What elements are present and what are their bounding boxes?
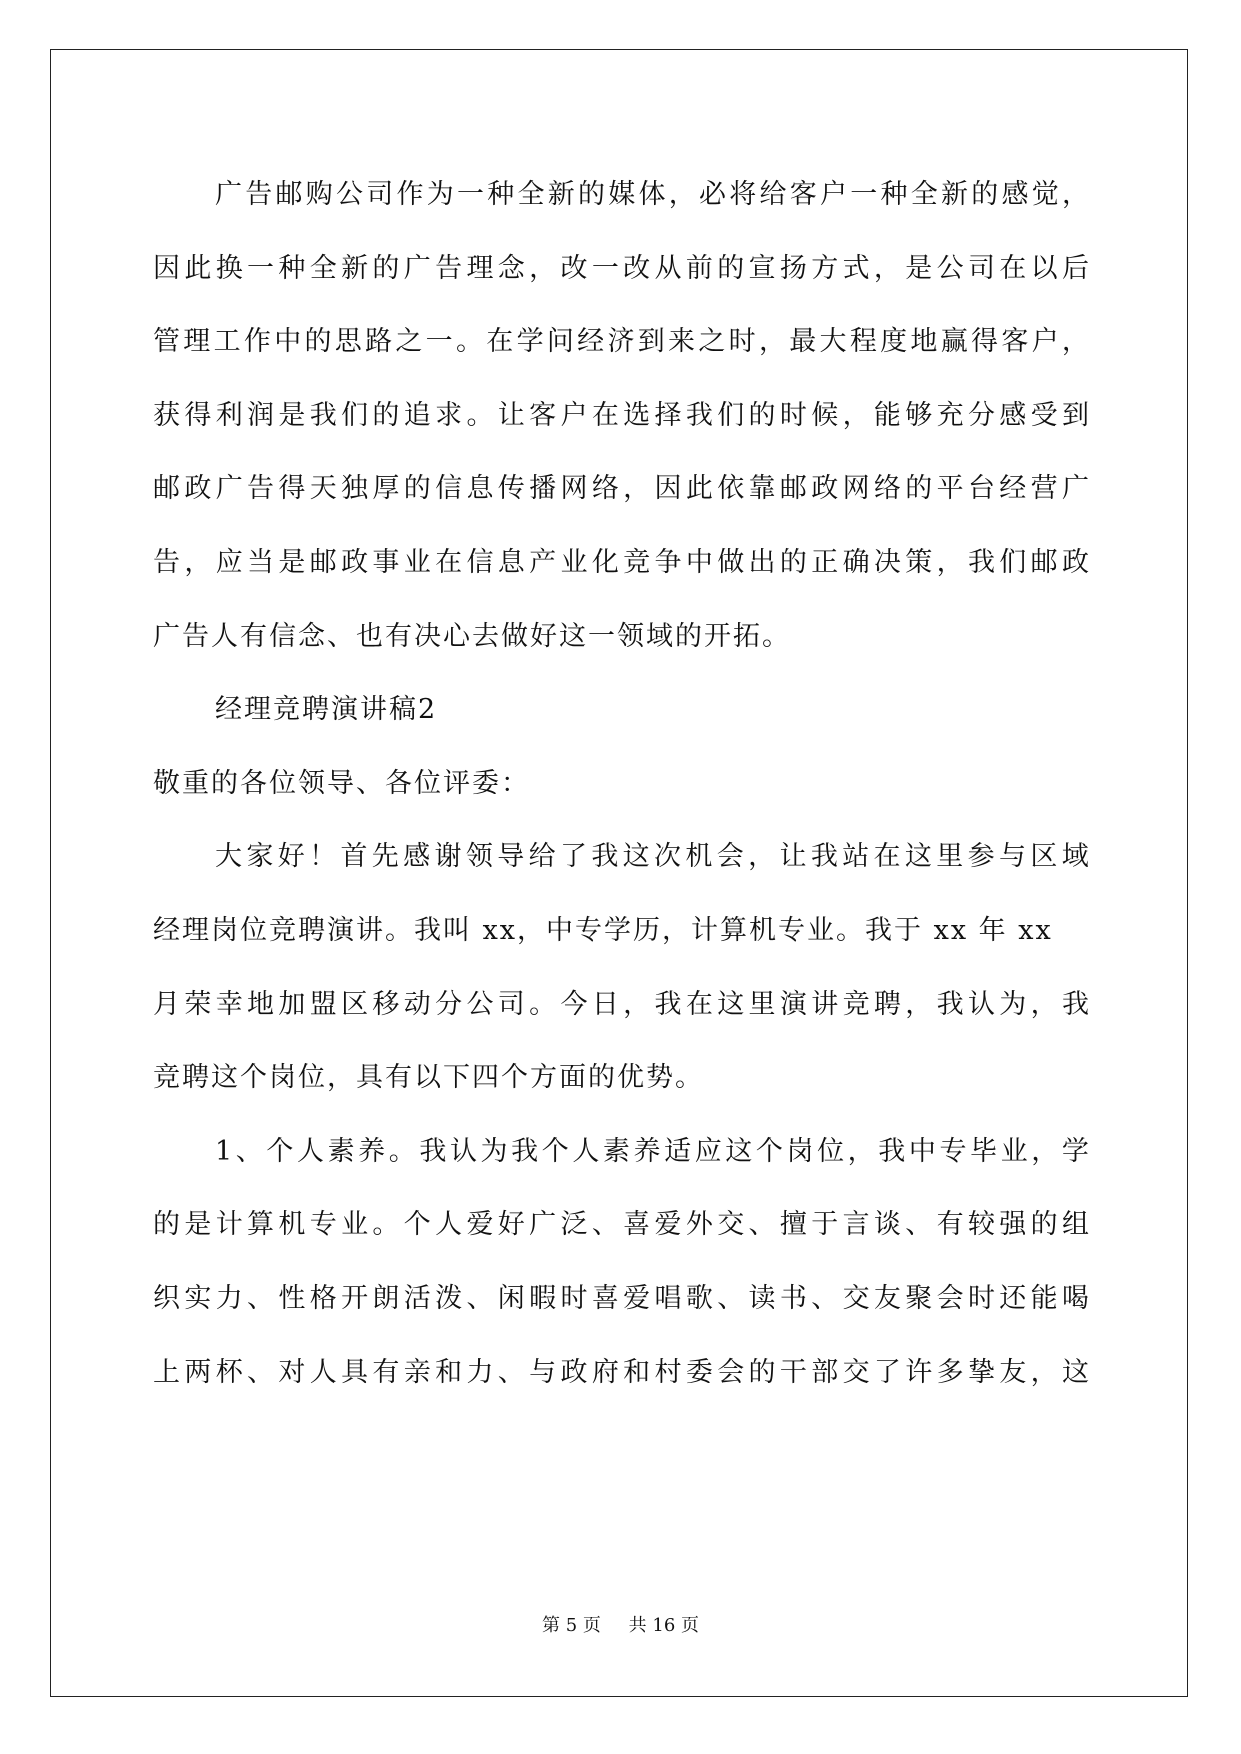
text-line: 因 此 换 一 种 全 新 的 广 告 理 念 ， 改 一 改 从 前 的 宣 扬 方 式 ， 是 公 司 在 以 后 (153, 252, 1089, 284)
text-line: 竞聘这个岗位，具有以下四个方面的优势。 (153, 1062, 704, 1094)
text-line: 经理竞聘演讲稿2 (215, 694, 438, 726)
text-line: 广告人有信念、也有决心去做好这一领域的开拓。 (153, 620, 791, 652)
document-body (153, 158, 1089, 1409)
text-line: 月 荣 幸 地 加 盟 区 移 动 分 公 司 。 今 日 ， 我 在 这 里 演 讲 竞 聘 ， 我 认 为 ， 我 (153, 988, 1089, 1020)
text-line: 邮 政 广 告 得 天 独 厚 的 信 息 传 播 网 络 ， 因 此 依 靠 邮 政 网 络 的 平 台 经 营 广 (153, 473, 1089, 505)
page-footer (0, 1611, 1241, 1637)
text-line: 织 实 力 、 性 格 开 朗 活 泼 、 闲 暇 时 喜 爱 唱 歌 、 读 书 、 交 友 聚 会 时 还 能 喝 (153, 1282, 1089, 1314)
text-line: 上 两 杯 、 对 人 具 有 亲 和 力 、 与 政 府 和 村 委 会 的 干 部 交 了 许 多 挚 友 ， 这 (153, 1356, 1089, 1388)
page-total: 共 16 页 (628, 1615, 699, 1636)
text-line: 告 ， 应 当 是 邮 政 事 业 在 信 息 产 业 化 竞 争 中 做 出 的 正 确 决 策 ， 我 们 邮 政 (153, 546, 1089, 578)
page-number: 第 5 页 (542, 1615, 601, 1636)
text-line: 管 理 工 作 中 的 思 路 之 一 。 在 学 问 经 济 到 来 之 时 ， 最 大 程 度 地 赢 得 客 户 ， (153, 326, 1089, 358)
text-line: 大 家 好 ！ 首 先 感 谢 领 导 给 了 我 这 次 机 会 ， 让 我 站 在 这 里 参 与 区 域 (215, 841, 1089, 873)
text-line: 的 是 计 算 机 专 业 。 个 人 爱 好 广 泛 、 喜 爱 外 交 、 擅 于 言 谈 、 有 较 强 的 组 (153, 1209, 1089, 1241)
text-line: 经理岗位竞聘演讲。我叫 xx，中专学历，计算机专业。我于 xx 年 xx (153, 914, 1053, 946)
text-line: 获 得 利 润 是 我 们 的 追 求 。 让 客 户 在 选 择 我 们 的 时 候 ， 能 够 充 分 感 受 到 (153, 399, 1089, 431)
text-line: 1 、 个 人 素 养 。 我 认 为 我 个 人 素 养 适 应 这 个 岗 位 ， 我 中 专 毕 业 ， 学 (215, 1135, 1089, 1167)
text-line: 广 告 邮 购 公 司 作 为 一 种 全 新 的 媒 体 ， 必 将 给 客 户 一 种 全 新 的 感 觉 ， (215, 179, 1089, 210)
text-line: 敬重的各位领导、各位评委： (153, 767, 530, 799)
